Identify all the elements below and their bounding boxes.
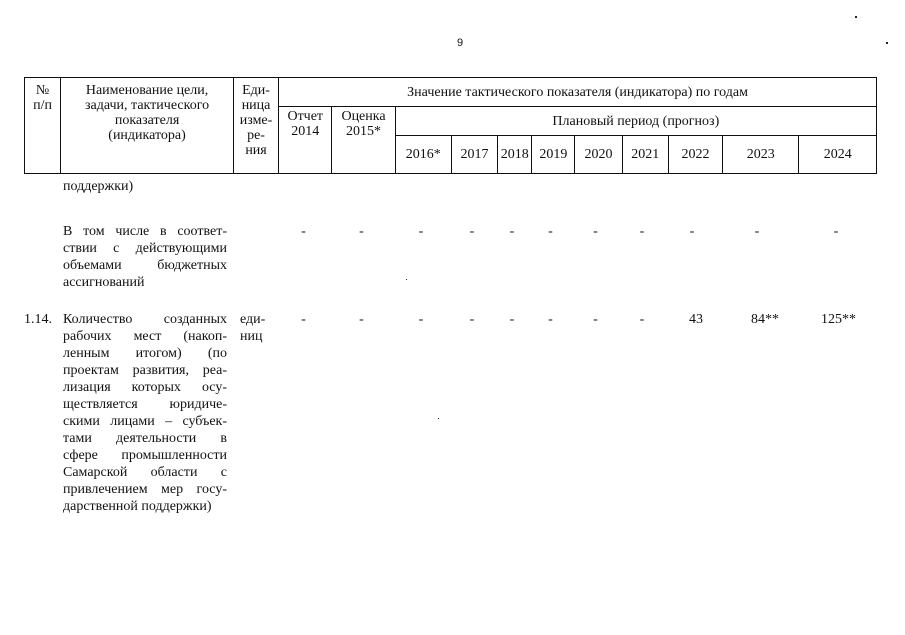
name-line: скими лицами – субъек- xyxy=(63,414,227,429)
row-jobs-name xyxy=(63,311,227,515)
header-year: 2022 xyxy=(668,136,722,174)
value-2017: - xyxy=(469,224,475,239)
value-2019: - xyxy=(548,224,553,239)
header-year: 2016* xyxy=(395,136,451,174)
name-line: ствии с действующими xyxy=(63,241,227,256)
continuation-text: поддержки) xyxy=(63,179,134,194)
header-estimate-line: Оценка xyxy=(341,109,386,124)
page-number: 9 xyxy=(456,37,464,49)
header-report-line: Отчет xyxy=(287,109,324,124)
value-2022: 43 xyxy=(689,312,703,327)
header-report xyxy=(279,107,332,174)
scan-speck xyxy=(406,279,407,280)
name-line: ленным итогом) (по xyxy=(63,346,227,361)
header-unit-line: ния xyxy=(245,143,267,158)
header-num xyxy=(25,78,61,174)
header-unit-line: Еди- xyxy=(242,83,270,98)
value-2019: - xyxy=(548,312,553,327)
name-line: В том числе в соответ- xyxy=(63,224,227,239)
header-report-line: 2014 xyxy=(291,124,320,139)
name-line: дарственной поддержки) xyxy=(63,499,212,514)
unit-line: еди- xyxy=(240,312,266,327)
header-unit-line: ница xyxy=(241,98,271,113)
value-2014: - xyxy=(301,312,306,327)
name-line: привлечением мер госу- xyxy=(63,482,227,497)
value-2022: - xyxy=(689,224,695,239)
value-2016: - xyxy=(418,224,424,239)
name-line: сфере промышленности xyxy=(63,448,227,463)
value-2023: 84** xyxy=(751,312,779,327)
header-year: 2020 xyxy=(575,136,622,174)
header-name-line: задачи, тактического xyxy=(85,98,210,113)
name-line: объемами бюджетных xyxy=(63,258,227,273)
header-year: 2018 xyxy=(498,136,532,174)
name-line: Самарской области с xyxy=(63,465,227,480)
value-2020: - xyxy=(593,224,598,239)
value-2015: - xyxy=(359,224,364,239)
header-name xyxy=(61,78,234,174)
header-estimate-line: 2015* xyxy=(346,124,382,139)
name-line: проектам развития, реа- xyxy=(63,363,227,378)
header-estimate xyxy=(332,107,395,174)
name-line: тами деятельности в xyxy=(63,431,227,446)
header-year: 2019 xyxy=(532,136,575,174)
name-line: лизация которых осу- xyxy=(63,380,227,395)
value-2023: - xyxy=(754,224,760,239)
value-2014: - xyxy=(301,224,306,239)
header-unit xyxy=(233,78,278,174)
header-num-line: № xyxy=(35,83,50,98)
header-plan-title: Плановый период (прогноз) xyxy=(395,107,876,136)
header-year: 2021 xyxy=(622,136,668,174)
row-budget-name xyxy=(63,223,227,291)
unit-line: ниц xyxy=(240,329,263,344)
value-2018: - xyxy=(509,312,515,327)
name-line: рабочих мест (накоп- xyxy=(63,329,227,344)
value-2024: - xyxy=(833,224,839,239)
value-2016: - xyxy=(418,312,424,327)
name-line: ществляется юридиче- xyxy=(63,397,227,412)
header-unit-line: ре- xyxy=(247,128,265,143)
header-year: 2017 xyxy=(451,136,497,174)
row-unit xyxy=(240,311,276,345)
value-2017: - xyxy=(469,312,475,327)
header-unit-line: изме- xyxy=(239,113,273,128)
value-2021: - xyxy=(639,312,645,327)
header-name-line: показателя xyxy=(114,113,180,128)
header-name-line: Наименование цели, xyxy=(85,83,209,98)
header-num-line: п/п xyxy=(33,98,53,113)
value-2018: - xyxy=(509,224,515,239)
header-table xyxy=(24,77,877,174)
name-line: ассигнований xyxy=(63,275,145,290)
scan-speck xyxy=(855,16,857,18)
header-year: 2024 xyxy=(799,136,877,174)
scan-speck xyxy=(438,418,439,419)
value-2021: - xyxy=(639,224,645,239)
scan-speck xyxy=(886,42,888,44)
value-2024: 125** xyxy=(821,312,856,327)
header-year: 2023 xyxy=(723,136,799,174)
header-group-title: Значение тактического показателя (индикатора) по годам xyxy=(279,78,877,107)
row-number: 1.14. xyxy=(24,312,52,327)
value-2020: - xyxy=(593,312,598,327)
header-name-line: (индикатора) xyxy=(108,128,186,143)
value-2015: - xyxy=(359,312,364,327)
name-line: Количество созданных xyxy=(63,312,227,327)
